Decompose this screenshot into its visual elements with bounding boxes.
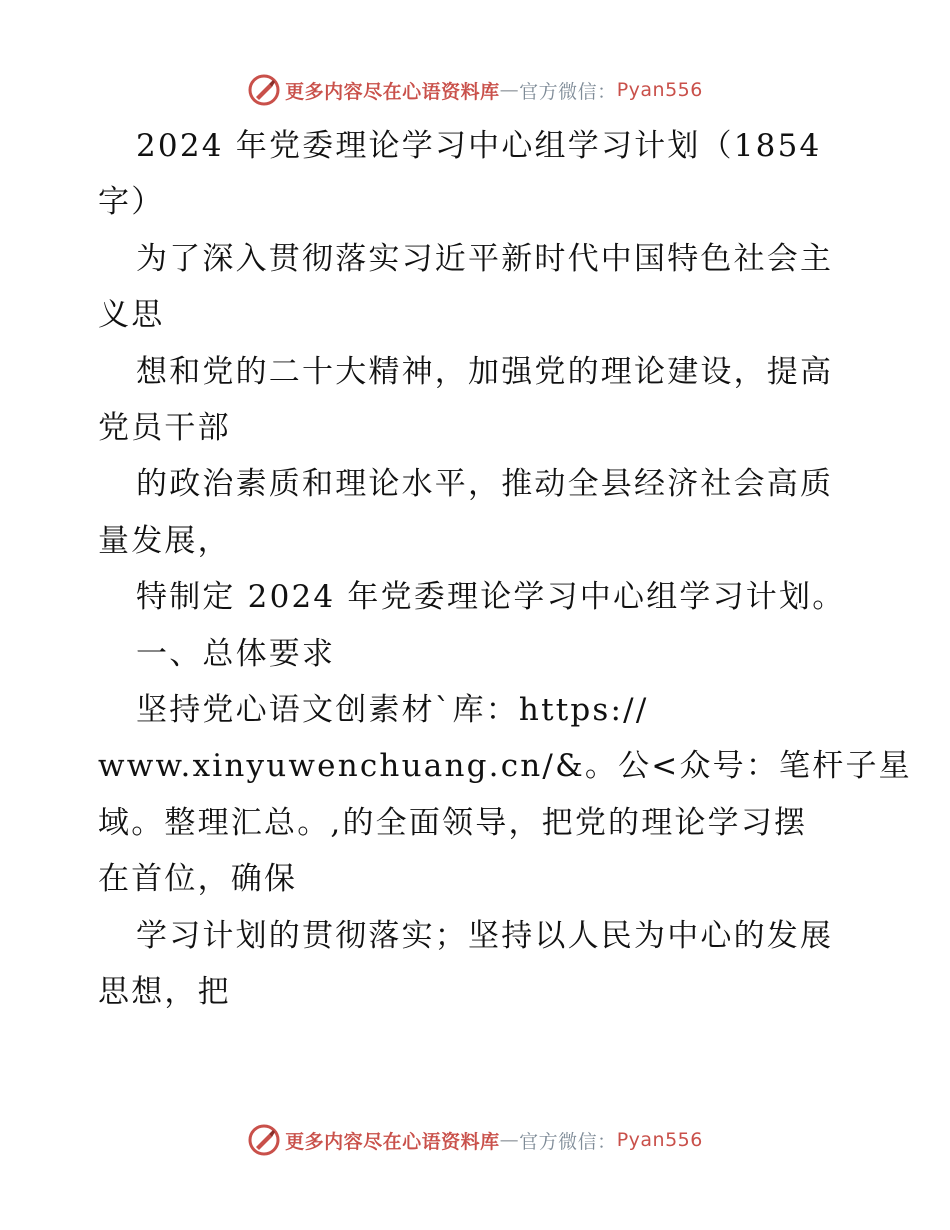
paragraph-line: 思想，把 [98,974,231,1011]
document-title-line-1: 2024 年党委理论学习中心组学习计划（1854 [136,128,822,164]
paragraph-line: 学习计划的贯彻落实；坚持以人民为中心的发展 [136,917,834,954]
banner-wechat-label: 官方微信： [519,1130,617,1153]
section-heading: 一、总体要求 [136,635,336,672]
pen-logo-icon [247,73,281,107]
paragraph-line: 义思 [98,297,165,334]
header-watermark-banner [0,70,950,110]
banner-separator: — [499,79,520,101]
paragraph-line: 的政治素质和理论水平，推动全县经济社会高质 [136,466,834,503]
banner-title: 更多内容尽在心语资料库 [285,80,500,103]
paragraph-line: 坚持党心语文创素材`库：https:// [136,692,649,729]
paragraph-line: 域。整理汇总。,的全面领导，把党的理论学习摆 [98,804,808,841]
paragraph-line: 党员干部 [98,410,231,447]
paragraph-line: 在首位，确保 [98,861,298,898]
paragraph-line: 量发展， [98,522,231,559]
paragraph-line: 特制定 2024 年党委理论学习中心组学习计划。 [136,579,846,616]
paragraph-line: www.xinyuwenchuang.cn/&。公<众号：笔杆子星 [98,748,912,785]
banner-wechat-id: Pyan556 [616,1129,703,1151]
footer-watermark-banner [0,1120,950,1160]
paragraph-line: 想和党的二十大精神，加强党的理论建设，提高 [136,353,834,390]
pen-logo-icon [247,1123,281,1157]
paragraph-line: 为了深入贯彻落实习近平新时代中国特色社会主 [136,240,834,277]
banner-wechat-id: Pyan556 [616,79,703,101]
banner-title: 更多内容尽在心语资料库 [285,1130,500,1153]
banner-separator: — [499,1129,520,1151]
document-title-line-2: 字） [98,184,165,221]
banner-wechat-label: 官方微信： [519,80,617,103]
document-body [98,118,912,1021]
